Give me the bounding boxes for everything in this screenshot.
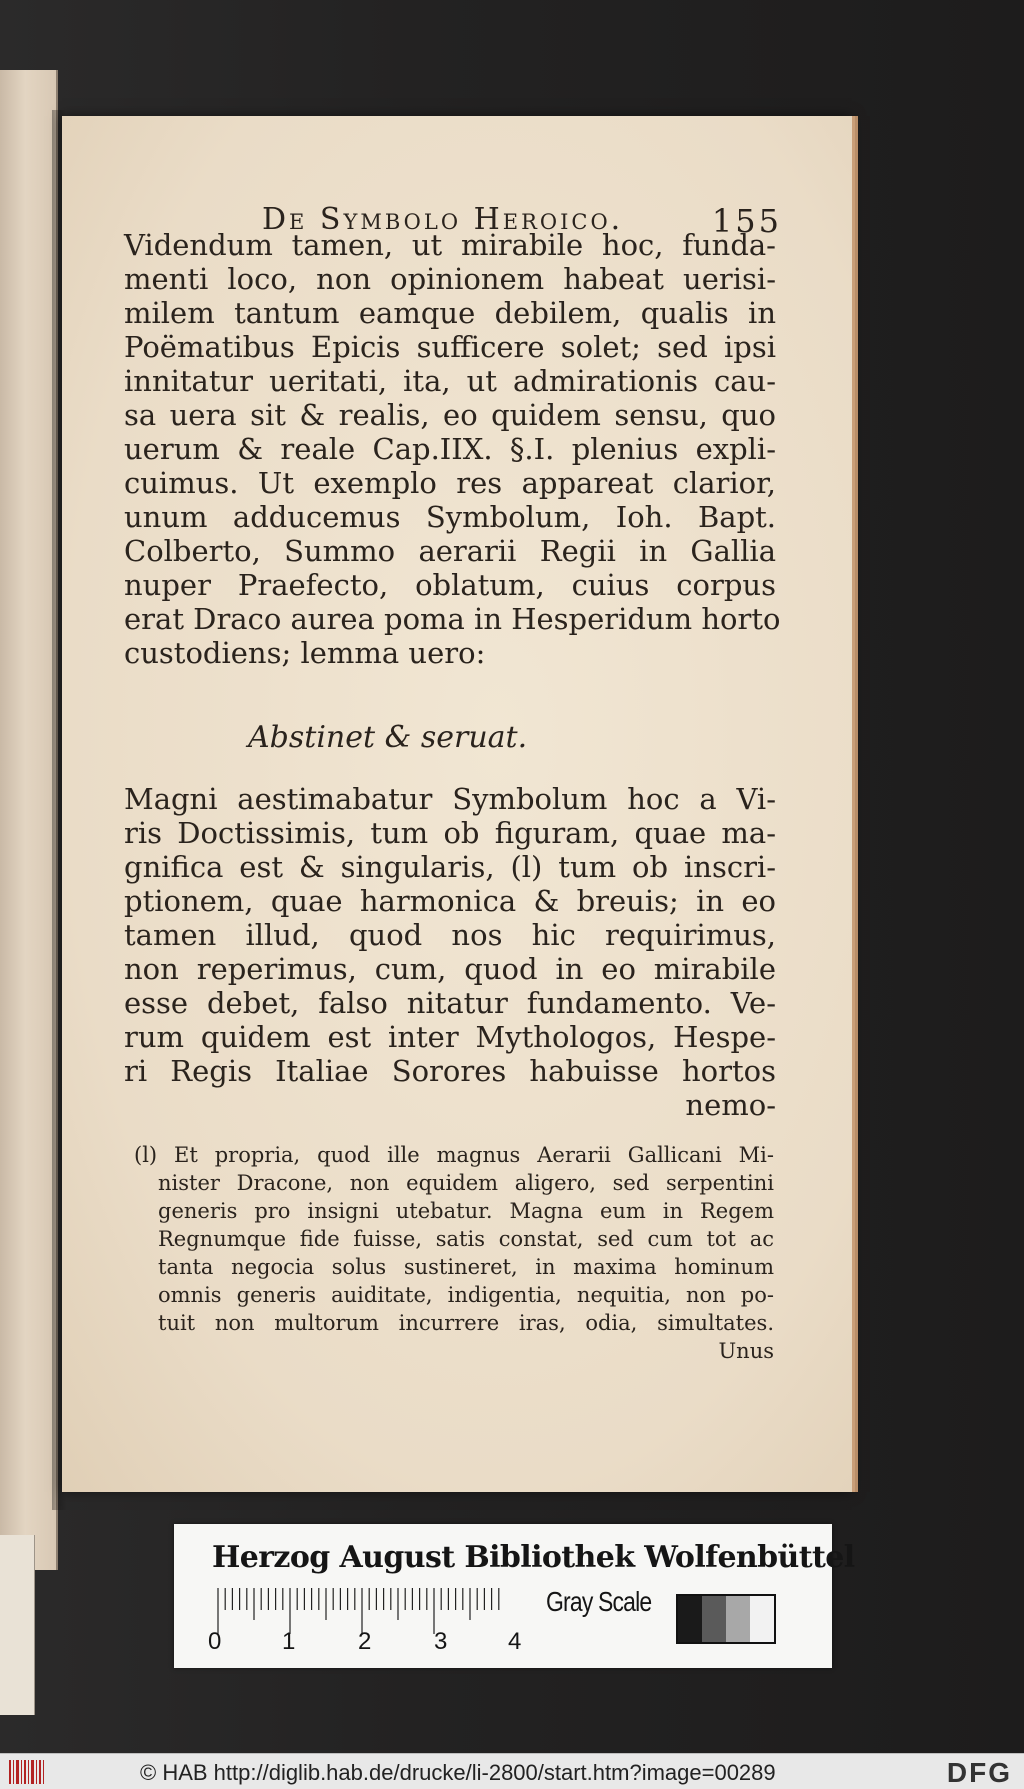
text-line: Magni aestimabatur Symbolum hoc a Vi- [124,782,776,816]
ruler-label: 4 [508,1628,522,1655]
text-line: ptionem, quae harmonica & breuis; in eo [124,884,776,918]
text-line: ri Regis Italiae Sorores habuisse hortos [124,1054,776,1088]
gray-scale-swatches [676,1594,776,1644]
gray-swatch [678,1596,702,1642]
text-line: tamen illud, quod nos hic requirimus, [124,918,776,952]
source-link[interactable]: © HAB http://diglib.hab.de/drucke/li-2800/start.htm?image=00289 [140,1760,776,1785]
text-line: innitatur ueritati, ita, ut admirationis cau- [124,364,776,398]
dfg-logo: DFG [946,1757,1012,1788]
text-line: Poëmatibus Epicis sufficere solet; sed ipsi [124,330,776,364]
text-line: gnifica est & singularis, (l) tum ob inscri- [124,850,776,884]
ruler-label: 2 [358,1628,372,1655]
text-line: unum adducemus Symbolum, Ioh. Bapt. [124,500,776,534]
book-page [62,116,852,1492]
text-line: erat Draco aurea poma in Hesperidum horto [124,602,781,636]
text-line: non reperimus, cum, quod in eo mirabile [124,952,776,986]
text-line: sa uera sit & realis, eo quidem sensu, quo [124,398,776,432]
footnote-line: Regnumque fide fuisse, satis constat, sed cum tot ac [158,1227,774,1251]
ruler-label: 1 [282,1628,296,1655]
archive-color-card [174,1524,855,1668]
text-line: esse debet, falso nitatur fundamento. Ve- [124,986,776,1020]
footnote-line: omnis generis auiditate, indigentia, nequitia, non po- [158,1283,774,1307]
footnote-line: tanta negocia solus sustineret, in maxima hominum [158,1255,774,1279]
running-title: De Symbolo Heroico. [262,202,624,237]
text-line: rum quidem est inter Mythologos, Hespe- [124,1020,776,1054]
footer-bar [0,1753,1024,1789]
footnote-line: generis pro insigni utebatur. Magna eum in Regem [158,1199,774,1223]
footnote-line: nister Dracone, non equidem aligero, sed serpentini [158,1171,774,1195]
gray-swatch [750,1596,774,1642]
ruler-label: 0 [208,1628,222,1655]
footnote-line: (l) Et propria, quod ille magnus Aerarii Gallicani Mi- [134,1143,774,1167]
ruler-label: 3 [434,1628,448,1655]
library-name: Herzog August Bibliothek Wolfenbüttel [212,1540,855,1575]
text-line: ris Doctissimis, tum ob figuram, quae ma- [124,816,776,850]
text-line: menti loco, non opinionem habeat uerisi- [124,262,776,296]
catchword: nemo- [685,1088,776,1122]
text-line: cuimus. Ut exemplo res appareat clarior, [124,466,776,500]
text-line: nuper Praefecto, oblatum, cuius corpus [124,568,776,602]
footnote-catchword: Unus [718,1339,774,1363]
text-line: Videndum tamen, ut mirabile hoc, funda- [124,228,776,262]
footnote-line: tuit non multorum incurrere iras, odia, simultates. [158,1311,774,1335]
text-line: milem tantum eamque debilem, qualis in [124,296,776,330]
symbol-lemma: Abstinet & seruat. [248,720,528,755]
gray-swatch [702,1596,726,1642]
text-line: Colberto, Summo aerarii Regii in Gallia [124,534,776,568]
book-spine-label [0,1535,35,1715]
gray-swatch [726,1596,750,1642]
text-line: uerum & reale Cap.IIX. §.I. plenius expli- [124,432,776,466]
text-line: custodiens; lemma uero: [124,636,486,670]
page-number: 155 [711,202,782,240]
previous-page-edge [0,70,58,1570]
gray-scale-label: Gray Scale [546,1586,652,1617]
barcode-icon [8,1758,48,1786]
